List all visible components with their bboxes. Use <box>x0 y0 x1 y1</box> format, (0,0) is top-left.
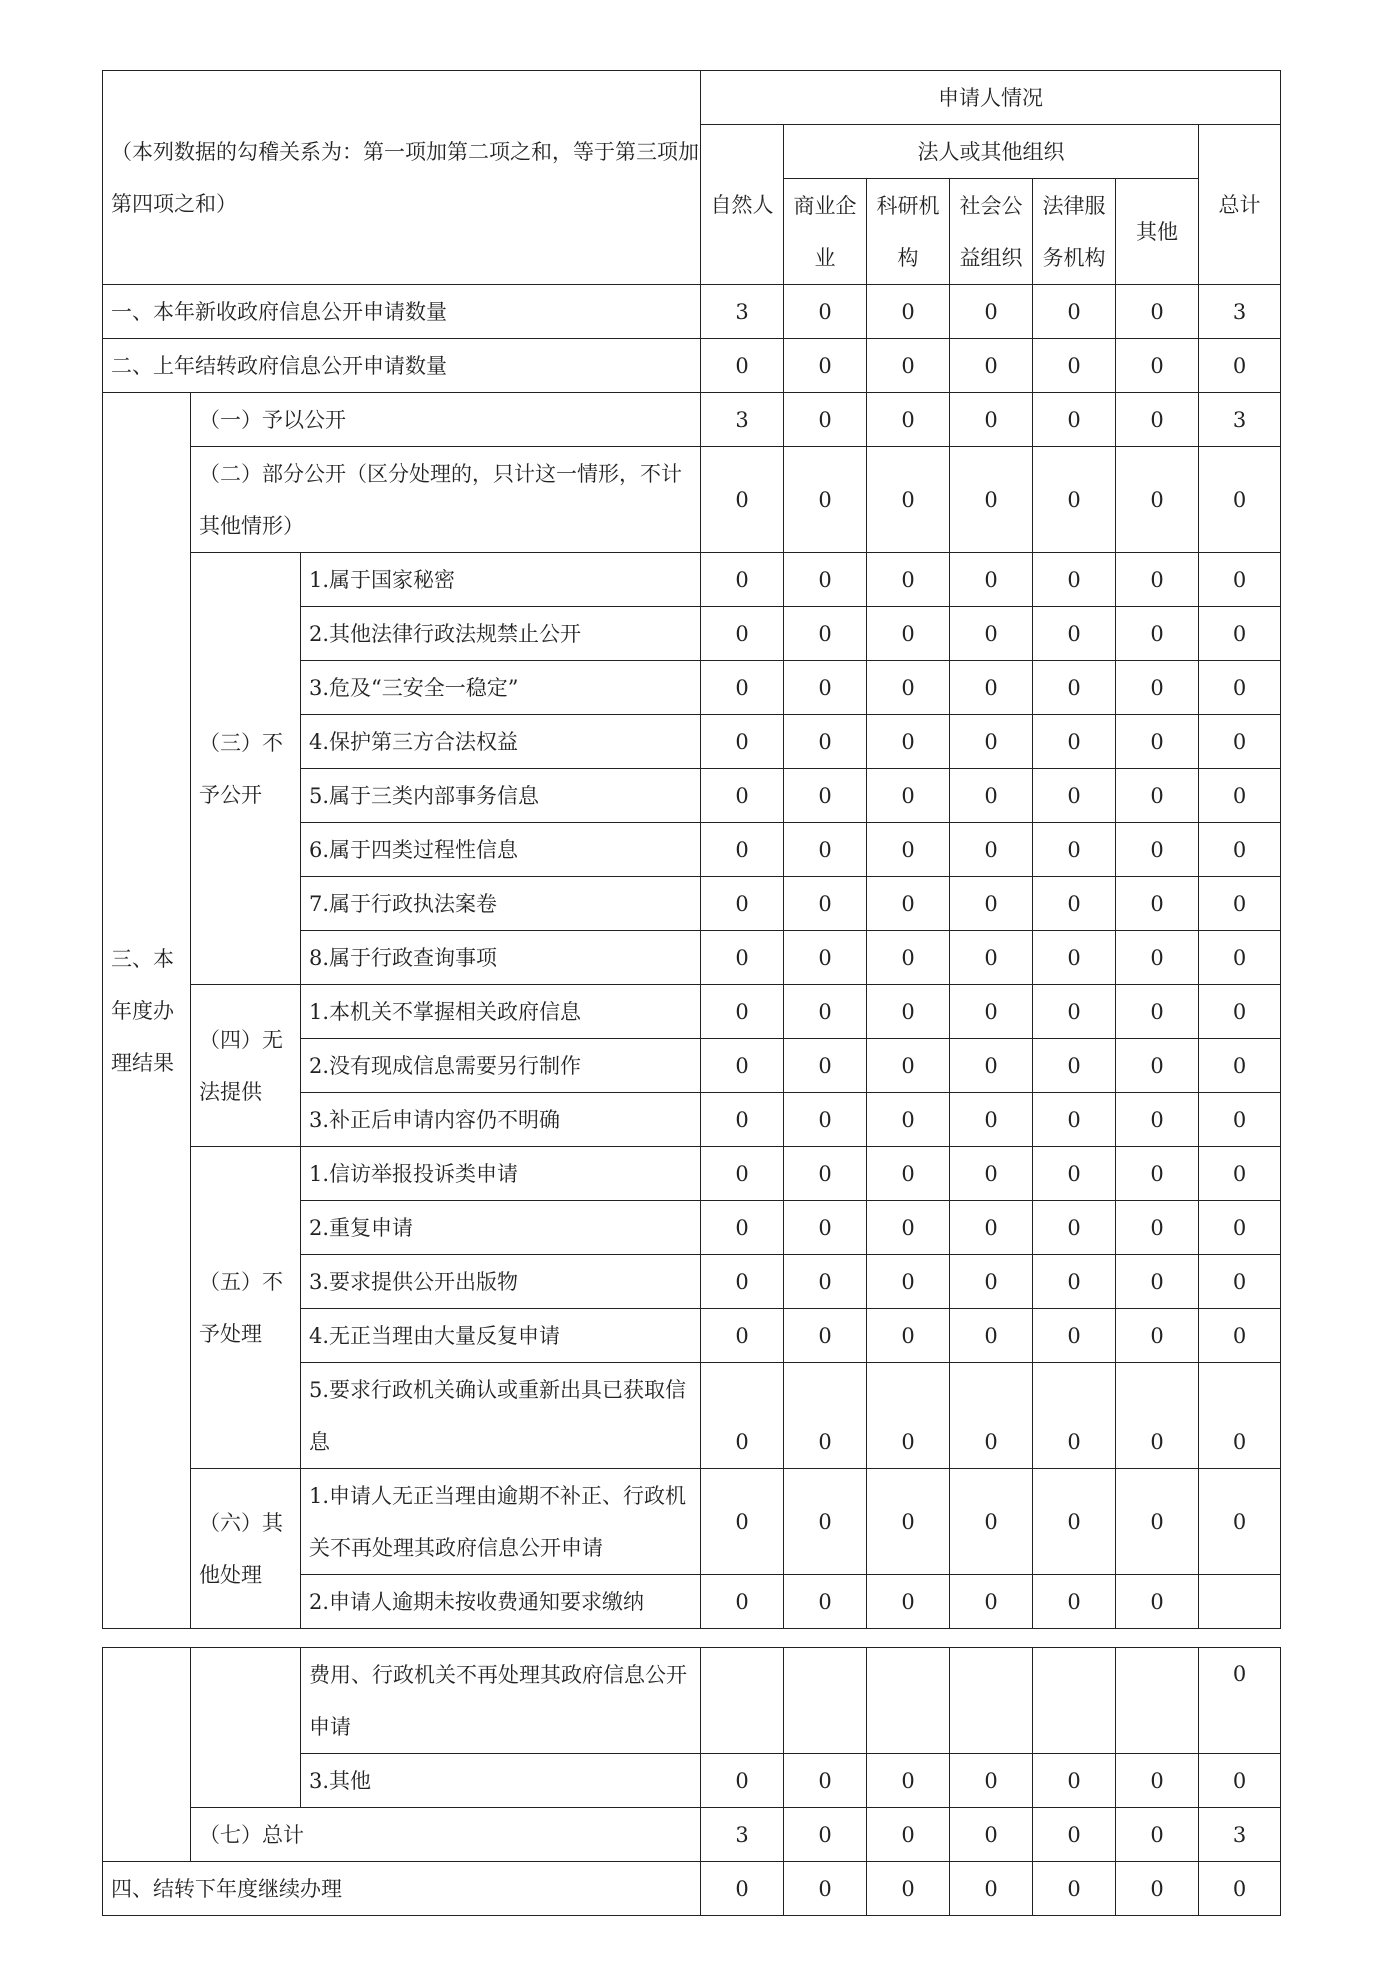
value-cell: 0 <box>701 1575 784 1629</box>
value-cell: 0 <box>1116 1862 1199 1916</box>
value-cell: 0 <box>950 769 1033 823</box>
value-cell <box>1033 1648 1116 1754</box>
value-cell: 0 <box>701 931 784 985</box>
value-cell: 0 <box>1033 1363 1116 1469</box>
value-cell: 0 <box>1033 661 1116 715</box>
value-cell: 0 <box>867 931 950 985</box>
value-cell: 0 <box>1199 715 1281 769</box>
value-cell: 0 <box>784 715 867 769</box>
value-cell: 0 <box>701 877 784 931</box>
value-cell: 0 <box>950 339 1033 393</box>
row-label: 5.要求行政机关确认或重新出具已获取信息 <box>301 1363 701 1469</box>
value-cell: 0 <box>1033 1575 1116 1629</box>
value-cell: 0 <box>867 1093 950 1147</box>
row-label: 5.属于三类内部事务信息 <box>301 769 701 823</box>
group-label: （四）无法提供 <box>191 985 301 1147</box>
value-cell: 0 <box>1199 877 1281 931</box>
value-cell: 0 <box>701 1147 784 1201</box>
value-cell: 0 <box>701 661 784 715</box>
row-label: 1.本机关不掌握相关政府信息 <box>301 985 701 1039</box>
row-label: 3.要求提供公开出版物 <box>301 1255 701 1309</box>
value-cell: 0 <box>784 877 867 931</box>
value-cell: 0 <box>784 553 867 607</box>
value-cell: 0 <box>701 339 784 393</box>
value-cell: 0 <box>784 393 867 447</box>
value-cell: 3 <box>701 285 784 339</box>
value-cell: 0 <box>784 985 867 1039</box>
value-cell: 0 <box>1116 1754 1199 1808</box>
row-label: 3.补正后申请内容仍不明确 <box>301 1093 701 1147</box>
row-label: 6.属于四类过程性信息 <box>301 823 701 877</box>
value-cell: 0 <box>950 1255 1033 1309</box>
value-cell: 0 <box>701 1862 784 1916</box>
value-cell: 0 <box>1033 1808 1116 1862</box>
value-cell: 0 <box>950 661 1033 715</box>
value-cell: 0 <box>701 607 784 661</box>
value-cell: 0 <box>784 1147 867 1201</box>
row-label: 2.没有现成信息需要另行制作 <box>301 1039 701 1093</box>
table-row <box>103 71 1281 125</box>
value-cell: 0 <box>784 1039 867 1093</box>
header-applicant: 申请人情况 <box>701 71 1281 125</box>
value-cell: 0 <box>1116 769 1199 823</box>
value-cell: 0 <box>867 607 950 661</box>
value-cell: 0 <box>1116 607 1199 661</box>
value-cell: 0 <box>867 447 950 553</box>
value-cell: 0 <box>1033 553 1116 607</box>
value-cell: 0 <box>1033 715 1116 769</box>
value-cell <box>784 1648 867 1754</box>
value-cell: 0 <box>950 931 1033 985</box>
value-cell: 0 <box>1199 1754 1281 1808</box>
section-3-cont <box>103 1648 191 1862</box>
value-cell: 0 <box>1116 931 1199 985</box>
value-cell: 0 <box>1199 661 1281 715</box>
value-cell: 0 <box>1199 931 1281 985</box>
value-cell: 0 <box>784 1754 867 1808</box>
value-cell: 0 <box>1033 1147 1116 1201</box>
value-cell: 0 <box>784 661 867 715</box>
value-cell: 0 <box>1033 1039 1116 1093</box>
table-row <box>103 553 1281 607</box>
row-label: 3.危及“三安全一稳定” <box>301 661 701 715</box>
value-cell: 0 <box>867 1808 950 1862</box>
value-cell: 0 <box>784 1309 867 1363</box>
value-cell: 0 <box>1199 339 1281 393</box>
row-label: （七）总计 <box>191 1808 701 1862</box>
value-cell: 0 <box>1033 769 1116 823</box>
row-label: 费用、行政机关不再处理其政府信息公开申请 <box>301 1648 701 1754</box>
value-cell: 0 <box>1033 1469 1116 1575</box>
table-row <box>103 985 1281 1039</box>
row-label: 一、本年新收政府信息公开申请数量 <box>103 285 701 339</box>
value-cell: 0 <box>1033 1201 1116 1255</box>
value-cell: 0 <box>867 553 950 607</box>
value-cell: 0 <box>950 393 1033 447</box>
value-cell: 0 <box>1116 715 1199 769</box>
value-cell: 0 <box>1116 1147 1199 1201</box>
value-cell: 0 <box>1033 339 1116 393</box>
value-cell: 0 <box>1033 1754 1116 1808</box>
statistics-table-continued <box>102 1647 1281 1916</box>
value-cell: 0 <box>867 285 950 339</box>
value-cell: 0 <box>1199 553 1281 607</box>
value-cell: 0 <box>1116 1575 1199 1629</box>
value-cell: 0 <box>701 823 784 877</box>
value-cell: 0 <box>1199 607 1281 661</box>
value-cell: 0 <box>701 769 784 823</box>
value-cell: 0 <box>1199 1255 1281 1309</box>
value-cell: 0 <box>1033 931 1116 985</box>
value-cell: 0 <box>867 1309 950 1363</box>
value-cell: 0 <box>1116 339 1199 393</box>
value-cell: 0 <box>1033 823 1116 877</box>
row-label: 2.其他法律行政法规禁止公开 <box>301 607 701 661</box>
value-cell: 0 <box>701 553 784 607</box>
value-cell: 0 <box>950 447 1033 553</box>
value-cell: 0 <box>1116 1093 1199 1147</box>
value-cell: 3 <box>701 1808 784 1862</box>
value-cell: 0 <box>1116 661 1199 715</box>
value-cell: 0 <box>1116 553 1199 607</box>
value-cell: 0 <box>784 1363 867 1469</box>
header-other: 其他 <box>1116 179 1199 285</box>
value-cell: 0 <box>867 715 950 769</box>
header-commercial: 商业企业 <box>784 179 867 285</box>
value-cell: 0 <box>784 769 867 823</box>
value-cell: 0 <box>867 1201 950 1255</box>
value-cell: 0 <box>950 1039 1033 1093</box>
value-cell: 0 <box>784 1575 867 1629</box>
row-label: 1.申请人无正当理由逾期不补正、行政机关不再处理其政府信息公开申请 <box>301 1469 701 1575</box>
value-cell: 0 <box>1199 1039 1281 1093</box>
value-cell <box>950 1648 1033 1754</box>
value-cell: 0 <box>867 1575 950 1629</box>
value-cell: 3 <box>1199 393 1281 447</box>
value-cell: 0 <box>950 1093 1033 1147</box>
value-cell: 0 <box>867 1147 950 1201</box>
value-cell: 0 <box>1199 1309 1281 1363</box>
row-label: 4.无正当理由大量反复申请 <box>301 1309 701 1363</box>
group-label: （六）其他处理 <box>191 1469 301 1629</box>
value-cell: 0 <box>1033 1862 1116 1916</box>
value-cell: 0 <box>784 447 867 553</box>
value-cell: 0 <box>1116 1808 1199 1862</box>
header-total: 总计 <box>1199 125 1281 285</box>
value-cell: 0 <box>867 339 950 393</box>
value-cell: 0 <box>867 877 950 931</box>
group-label: （三）不予公开 <box>191 553 301 985</box>
value-cell: 0 <box>867 985 950 1039</box>
value-cell: 0 <box>867 661 950 715</box>
value-cell: 0 <box>1033 607 1116 661</box>
row-label: 3.其他 <box>301 1754 701 1808</box>
value-cell: 0 <box>1199 1648 1281 1754</box>
value-cell: 0 <box>701 1469 784 1575</box>
value-cell: 0 <box>784 339 867 393</box>
value-cell <box>1116 1648 1199 1754</box>
value-cell: 0 <box>950 1363 1033 1469</box>
value-cell: 0 <box>1199 1147 1281 1201</box>
row-label: 7.属于行政执法案卷 <box>301 877 701 931</box>
row-label: 二、上年结转政府信息公开申请数量 <box>103 339 701 393</box>
value-cell: 0 <box>1033 285 1116 339</box>
value-cell: 0 <box>950 285 1033 339</box>
value-cell: 0 <box>1199 769 1281 823</box>
table-row <box>103 1808 1281 1862</box>
row-label: 2.申请人逾期未按收费通知要求缴纳 <box>301 1575 701 1629</box>
value-cell: 0 <box>1116 1201 1199 1255</box>
value-cell: 0 <box>701 1363 784 1469</box>
group-g6-cont <box>191 1648 301 1808</box>
value-cell: 0 <box>867 769 950 823</box>
value-cell: 0 <box>950 823 1033 877</box>
statistics-table <box>102 70 1281 1629</box>
row-label: 4.保护第三方合法权益 <box>301 715 701 769</box>
header-legal-group: 法人或其他组织 <box>784 125 1199 179</box>
value-cell: 0 <box>1199 1201 1281 1255</box>
value-cell: 0 <box>1116 1469 1199 1575</box>
value-cell: 0 <box>784 1201 867 1255</box>
value-cell: 0 <box>867 1754 950 1808</box>
table-row <box>103 1469 1281 1575</box>
value-cell: 0 <box>1116 1039 1199 1093</box>
value-cell: 0 <box>867 1363 950 1469</box>
value-cell <box>701 1648 784 1754</box>
value-cell: 0 <box>1116 285 1199 339</box>
value-cell: 0 <box>950 1309 1033 1363</box>
value-cell: 0 <box>1033 985 1116 1039</box>
value-cell: 0 <box>1199 1363 1281 1469</box>
value-cell: 0 <box>950 1575 1033 1629</box>
header-social: 社会公益组织 <box>950 179 1033 285</box>
value-cell: 0 <box>950 607 1033 661</box>
header-note: （本列数据的勾稽关系为：第一项加第二项之和，等于第三项加第四项之和） <box>103 71 701 285</box>
value-cell: 0 <box>867 393 950 447</box>
value-cell: 0 <box>701 1754 784 1808</box>
value-cell <box>867 1648 950 1754</box>
table-row <box>103 447 1281 553</box>
value-cell: 3 <box>1199 1808 1281 1862</box>
value-cell: 0 <box>701 1255 784 1309</box>
value-cell: 0 <box>701 1093 784 1147</box>
value-cell: 0 <box>950 715 1033 769</box>
value-cell: 0 <box>950 1147 1033 1201</box>
value-cell: 0 <box>1116 985 1199 1039</box>
row-label: 2.重复申请 <box>301 1201 701 1255</box>
value-cell: 0 <box>1116 1363 1199 1469</box>
table-row <box>103 285 1281 339</box>
value-cell: 0 <box>1033 1255 1116 1309</box>
value-cell: 0 <box>1033 877 1116 931</box>
row-label: 1.信访举报投诉类申请 <box>301 1147 701 1201</box>
header-legal-service: 法律服务机构 <box>1033 179 1116 285</box>
value-cell: 0 <box>1033 393 1116 447</box>
header-natural-person: 自然人 <box>701 125 784 285</box>
value-cell: 0 <box>784 931 867 985</box>
value-cell: 0 <box>950 1862 1033 1916</box>
value-cell: 0 <box>1199 1862 1281 1916</box>
value-cell: 0 <box>1116 447 1199 553</box>
value-cell: 0 <box>1116 823 1199 877</box>
value-cell: 0 <box>950 877 1033 931</box>
value-cell: 0 <box>1033 1309 1116 1363</box>
value-cell: 0 <box>867 1039 950 1093</box>
row-label: （二）部分公开（区分处理的，只计这一情形，不计其他情形） <box>191 447 701 553</box>
value-cell: 0 <box>784 1862 867 1916</box>
table-row <box>103 1147 1281 1201</box>
row-label: 四、结转下年度继续办理 <box>103 1862 701 1916</box>
section-3-label: 三、本年度办理结果 <box>103 393 191 1629</box>
value-cell: 0 <box>950 1469 1033 1575</box>
value-cell: 0 <box>1116 1255 1199 1309</box>
table-row <box>103 1862 1281 1916</box>
row-label: （一）予以公开 <box>191 393 701 447</box>
row-label: 1.属于国家秘密 <box>301 553 701 607</box>
value-cell: 0 <box>950 1754 1033 1808</box>
value-cell: 0 <box>867 1469 950 1575</box>
value-cell: 0 <box>1199 1093 1281 1147</box>
value-cell: 0 <box>784 285 867 339</box>
value-cell: 0 <box>867 823 950 877</box>
value-cell: 0 <box>784 1808 867 1862</box>
value-cell: 0 <box>784 1255 867 1309</box>
value-cell: 0 <box>784 607 867 661</box>
value-cell: 0 <box>701 1201 784 1255</box>
value-cell: 0 <box>1199 1469 1281 1575</box>
value-cell: 3 <box>1199 285 1281 339</box>
value-cell: 0 <box>867 1862 950 1916</box>
value-cell: 0 <box>701 985 784 1039</box>
value-cell: 0 <box>784 823 867 877</box>
group-label: （五）不予处理 <box>191 1147 301 1469</box>
table-row <box>103 1648 1281 1754</box>
value-cell: 0 <box>1116 1309 1199 1363</box>
value-cell: 0 <box>950 553 1033 607</box>
value-cell: 0 <box>701 715 784 769</box>
value-cell: 0 <box>950 1808 1033 1862</box>
value-cell: 0 <box>1033 1093 1116 1147</box>
value-cell: 0 <box>701 447 784 553</box>
value-cell: 0 <box>784 1093 867 1147</box>
row-label: 8.属于行政查询事项 <box>301 931 701 985</box>
value-cell: 0 <box>1116 393 1199 447</box>
table-row <box>103 393 1281 447</box>
value-cell: 0 <box>1199 447 1281 553</box>
value-cell: 0 <box>950 985 1033 1039</box>
value-cell: 0 <box>867 1255 950 1309</box>
value-cell: 0 <box>784 1469 867 1575</box>
value-cell: 3 <box>701 393 784 447</box>
value-cell: 0 <box>1116 877 1199 931</box>
value-cell: 0 <box>1199 985 1281 1039</box>
value-cell: 0 <box>701 1309 784 1363</box>
value-cell <box>1199 1575 1281 1629</box>
header-research: 科研机构 <box>867 179 950 285</box>
value-cell: 0 <box>950 1201 1033 1255</box>
table-row <box>103 339 1281 393</box>
value-cell: 0 <box>701 1039 784 1093</box>
value-cell: 0 <box>1199 823 1281 877</box>
value-cell: 0 <box>1033 447 1116 553</box>
